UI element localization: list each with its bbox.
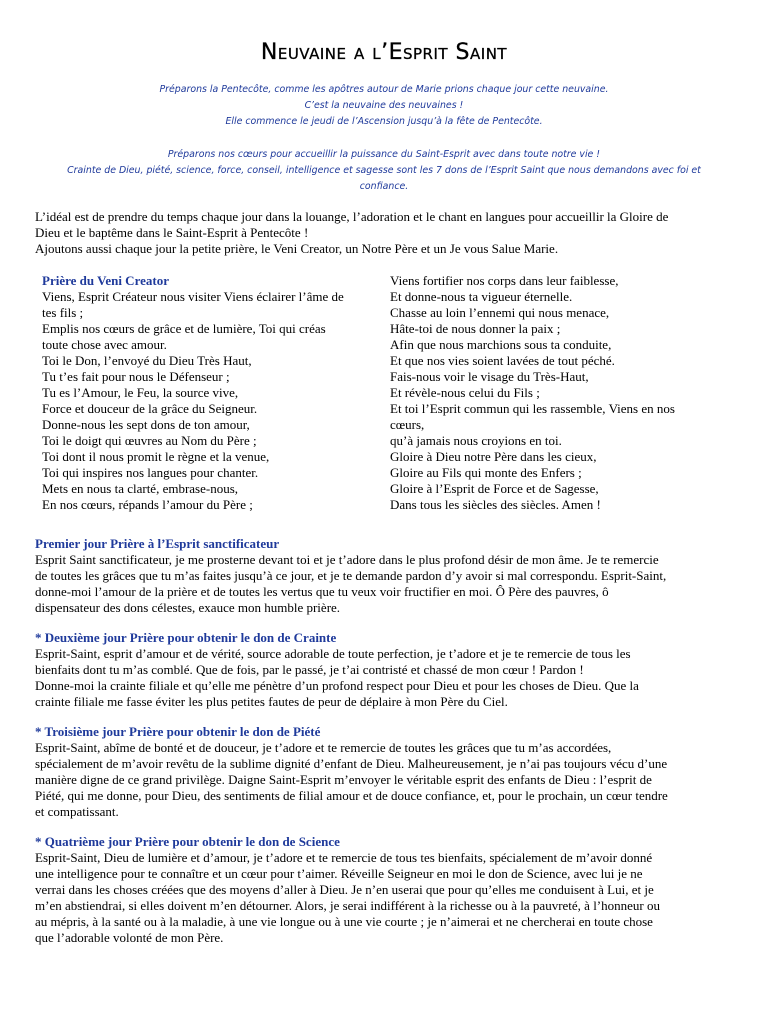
- verse-line: Mets en nous ta clarté, embrase-nous,: [42, 481, 239, 496]
- paragraph-line: Esprit-Saint, abîme de bonté et de douceur, je t’adore et te remercie de toutes les grâces que tu m’as accordées,: [35, 740, 612, 755]
- intro-line: confiance.: [359, 181, 409, 192]
- day-heading: [35, 536, 760, 552]
- day-1-section: [35, 536, 760, 616]
- intro-line: Crainte de Dieu, piété, science, force, conseil, intelligence et sagesse sont les 7 dons de l’Esprit Saint que nous demandons avec foi et: [67, 165, 701, 176]
- verse-line: Toi qui inspires nos langues pour chanter.: [42, 465, 259, 480]
- day-heading: [35, 724, 760, 740]
- verse-line: Et que nos vies soient lavées de tout péché.: [390, 353, 615, 368]
- day-heading-text: Troisième jour Prière pour obtenir le don de Piété: [44, 724, 321, 739]
- paragraph-line: Ajoutons aussi chaque jour la petite prière, le Veni Creator, un Notre Père et un Je vous Salue Marie.: [35, 241, 559, 256]
- paragraph-line: Dieu et le baptême dans le Saint-Esprit à Pentecôte !: [35, 225, 309, 240]
- paragraph-line: une intelligence pour te connaître et un cœur pour t’aimer. Réveille Seigneur en moi le don de Science, avec lui je ne: [35, 866, 643, 881]
- paragraph-line: donne-moi l’amour de la prière et de toutes les vertus que tu veux voir fructifier en moi. Ô Père des pauvres, ô: [35, 584, 609, 599]
- paragraph-line: crainte filiale me fasse éviter les plus petites fautes de peur de déplaire à mon Père du Ciel.: [35, 694, 508, 709]
- verse-line: Afin que nous marchions sous ta conduite,: [390, 337, 612, 352]
- day-3-section: [35, 724, 760, 820]
- paragraph-line: verrai dans les choses créées que des moyens d’aller à Dieu. Je n’en userai que pour qu’elles me conduisent à Lui, et je: [35, 882, 654, 897]
- day-heading-text: Deuxième jour Prière pour obtenir le don de Crainte: [44, 630, 337, 645]
- intro-block-1: [20, 82, 748, 130]
- veni-creator-right-column: [390, 273, 720, 513]
- day-4-section: [35, 834, 760, 946]
- day-2-section: [35, 630, 760, 710]
- paragraph-line: au mépris, à la santé ou à la maladie, à une vie longue ou à une vie courte ; je n’aimerai et ne chercherai en toute chose: [35, 914, 653, 929]
- day-heading: [35, 630, 760, 646]
- paragraph-line: de toutes les grâces que tu m’as faites jusqu’à ce jour, et je te demande pardon d’y avoir si mal correspondu. Esprit-Saint,: [35, 568, 667, 583]
- paragraph-line: spécialement de m’avoir revêtu de la sublime dignité d’enfant de Dieu. Malheureusement, je n’ai pas toujours vécu d’une: [35, 756, 668, 771]
- verse-line: Viens fortifier nos corps dans leur faiblesse,: [390, 273, 619, 288]
- paragraph-line: L’idéal est de prendre du temps chaque jour dans la louange, l’adoration et le chant en langues pour accueillir la Gloire de: [35, 209, 669, 224]
- verse-line: cœurs,: [390, 417, 425, 432]
- verse-line: Gloire au Fils qui monte des Enfers ;: [390, 465, 582, 480]
- verse-line: Dans tous les siècles des siècles. Amen !: [390, 497, 601, 512]
- verse-line: Hâte-toi de nous donner la paix ;: [390, 321, 561, 336]
- intro-line: Elle commence le jeudi de l’Ascension jusqu’à la fête de Pentecôte.: [225, 116, 543, 127]
- verse-line: Tu es l’Amour, le Feu, la source vive,: [42, 385, 239, 400]
- verse-line: Chasse au loin l’ennemi qui nous menace,: [390, 305, 610, 320]
- paragraph-line: manière digne de ce grand privilège. Daigne Saint-Esprit m’envoyer le véritable esprit des enfants de Dieu : l’esprit de: [35, 772, 652, 787]
- paragraph-line: Piété, qui me donne, pour Dieu, des sentiments de filial amour et de douce confiance, et, pour le prochain, un cœur tendre: [35, 788, 668, 803]
- paragraph-line: Donne-moi la crainte filiale et qu’elle me pénètre d’un profond respect pour Dieu et pour les choses de Dieu. Que la: [35, 678, 639, 693]
- day-heading-text: Quatrième jour Prière pour obtenir le don de Science: [44, 834, 340, 849]
- paragraph-line: Esprit Saint sanctificateur, je me prosterne devant toi et je t’adore dans le plus profond désir de mon âme. Je te remercie: [35, 552, 659, 567]
- page-title: Neuvaine a l’Esprit Saint: [260, 40, 508, 65]
- verse-line: Et donne-nous ta vigueur éternelle.: [390, 289, 573, 304]
- verse-line: Fais-nous voir le visage du Très-Haut,: [390, 369, 589, 384]
- paragraph-line: Esprit-Saint, Dieu de lumière et d’amour, je t’adore et te remercie de tous tes bienfaits, spécialement de m’avoir donné: [35, 850, 653, 865]
- verse-line: Et toi l’Esprit commun qui les rassemble, Viens en nos: [390, 401, 675, 416]
- verse-line: En nos cœurs, répands l’amour du Père ;: [42, 497, 253, 512]
- veni-creator-heading: Prière du Veni Creator: [42, 273, 169, 288]
- verse-line: tes fils ;: [42, 305, 84, 320]
- verse-line: Gloire à Dieu notre Père dans les cieux,: [390, 449, 597, 464]
- bullet-star: *: [35, 724, 45, 739]
- paragraph-line: bienfaits dont tu m’as comblé. Que de fois, par le passé, je t’ai contristé et chassé de mon cœur ! Pardon !: [35, 662, 584, 677]
- verse-line: qu’à jamais nous croyions en toi.: [390, 433, 562, 448]
- intro-line: Préparons la Pentecôte, comme les apôtres autour de Marie prions chaque jour cette neuvaine.: [159, 84, 609, 95]
- veni-creator-left-column: [42, 273, 382, 513]
- paragraph-line: et compatissant.: [35, 804, 119, 819]
- day-heading-text: Premier jour Prière à l’Esprit sanctificateur: [35, 536, 280, 551]
- paragraph-line: dispensateur des dons célestes, exauce mon humble prière.: [35, 600, 341, 615]
- intro-line: Préparons nos cœurs pour accueillir la puissance du Saint-Esprit avec dans toute notre vie !: [167, 149, 601, 160]
- verse-line: Toi le doigt qui œuvres au Nom du Père ;: [42, 433, 257, 448]
- intro-block-2: [20, 147, 748, 195]
- paragraph-line: Esprit-Saint, esprit d’amour et de vérité, source adorable de toute perfection, je t’adore et je te remercie de tous les: [35, 646, 631, 661]
- verse-line: Force et douceur de la grâce du Seigneur.: [42, 401, 258, 416]
- verse-line: Toi le Don, l’envoyé du Dieu Très Haut,: [42, 353, 252, 368]
- verse-line: Gloire à l’Esprit de Force et de Sagesse,: [390, 481, 599, 496]
- verse-line: Toi dont il nous promit le règne et la venue,: [42, 449, 270, 464]
- verse-line: Et révèle-nous celui du Fils ;: [390, 385, 540, 400]
- paragraph-line: m’en abstiendrai, si elles doivent m’en détourner. Alors, je serai indifférent à la richesse ou à la pauvreté, à l’honneur ou: [35, 898, 660, 913]
- verse-line: Emplis nos cœurs de grâce et de lumière, Toi qui créas: [42, 321, 326, 336]
- bullet-star: *: [35, 630, 45, 645]
- ideal-paragraph: [35, 209, 755, 257]
- day-heading: [35, 834, 760, 850]
- bullet-star: *: [35, 834, 45, 849]
- verse-line: Donne-nous les sept dons de ton amour,: [42, 417, 250, 432]
- verse-line: Tu t’es fait pour nous le Défenseur ;: [42, 369, 230, 384]
- intro-line: C’est la neuvaine des neuvaines !: [304, 100, 464, 111]
- paragraph-line: que l’adorable volonté de mon Père.: [35, 930, 224, 945]
- verse-line: toute chose avec amour.: [42, 337, 167, 352]
- verse-line: Viens, Esprit Créateur nous visiter Viens éclairer l’âme de: [42, 289, 344, 304]
